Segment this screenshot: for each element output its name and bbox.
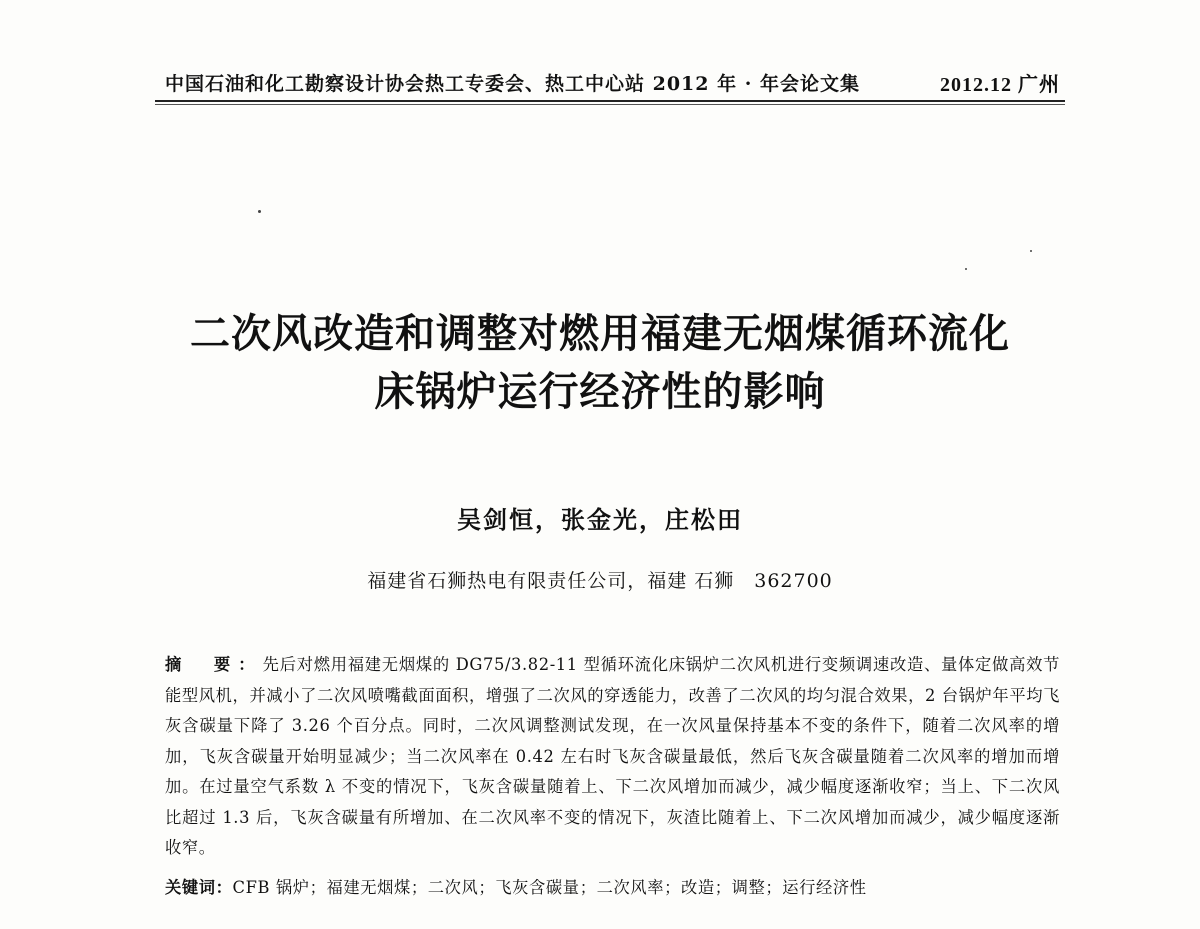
header-date: 2012.12 广州	[940, 73, 1060, 96]
abstract-text: 先后对燃用福建无烟煤的 DG75/3.82-11 型循环流化床锅炉二次风机进行变频调速改造、量体定做高效节能型风机，并减小了二次风喷嘴截面面积，增强了二次风的穿透能力，改善了二次风的均匀混合效果，2 台锅炉年平均飞灰含碳量下降了 3.26 个百分点。同时，二次风调整测试发现，在一次风量保持基本不变的条件下，随着二次风率的增加，飞灰含碳量开始明显减少；当二次风率在 0.42 左右时飞灰含碳量最低，然后飞灰含碳量随着二次风率的增加而增加。在过量空气系数 λ 不变的情况下，飞灰含碳量随着上、下二次风增加而减少，减少幅度逐渐收窄；当上、下二次风比超过 1.3 后，飞灰含碳量有所增加、在二次风率不变的情况下，灰渣比随着上、下二次风增加而减少，减少幅度逐渐收窄。	[165, 655, 1060, 857]
author-list: 吴剑恒，张金光，庄松田	[457, 506, 743, 534]
keywords-text: CFB 锅炉；福建无烟煤；二次风；飞灰含碳量；二次风率；改造；调整；运行经济性	[232, 878, 867, 897]
header-rule-thin	[155, 104, 1065, 105]
scan-speck	[965, 268, 967, 270]
abstract	[165, 650, 1060, 864]
title-line-1: 二次风改造和调整对燃用福建无烟煤循环流化	[190, 311, 1010, 357]
paper-title	[150, 305, 1050, 421]
keywords-label: 关键词：	[165, 878, 233, 897]
title-line-2: 床锅炉运行经济性的影响	[374, 369, 826, 415]
header-publication: 中国石油和化工勘察设计协会热工专委会、热工中心站 2012 年 · 年会论文集	[165, 72, 860, 95]
scan-speck	[1030, 250, 1032, 252]
scan-speck	[258, 210, 261, 213]
affiliation: 福建省石狮热电有限责任公司，福建 石狮 362700	[367, 570, 833, 592]
header-rule	[155, 100, 1065, 102]
keywords	[165, 873, 1060, 903]
abstract-label: 摘 要：	[165, 655, 263, 674]
running-header	[165, 66, 1060, 98]
